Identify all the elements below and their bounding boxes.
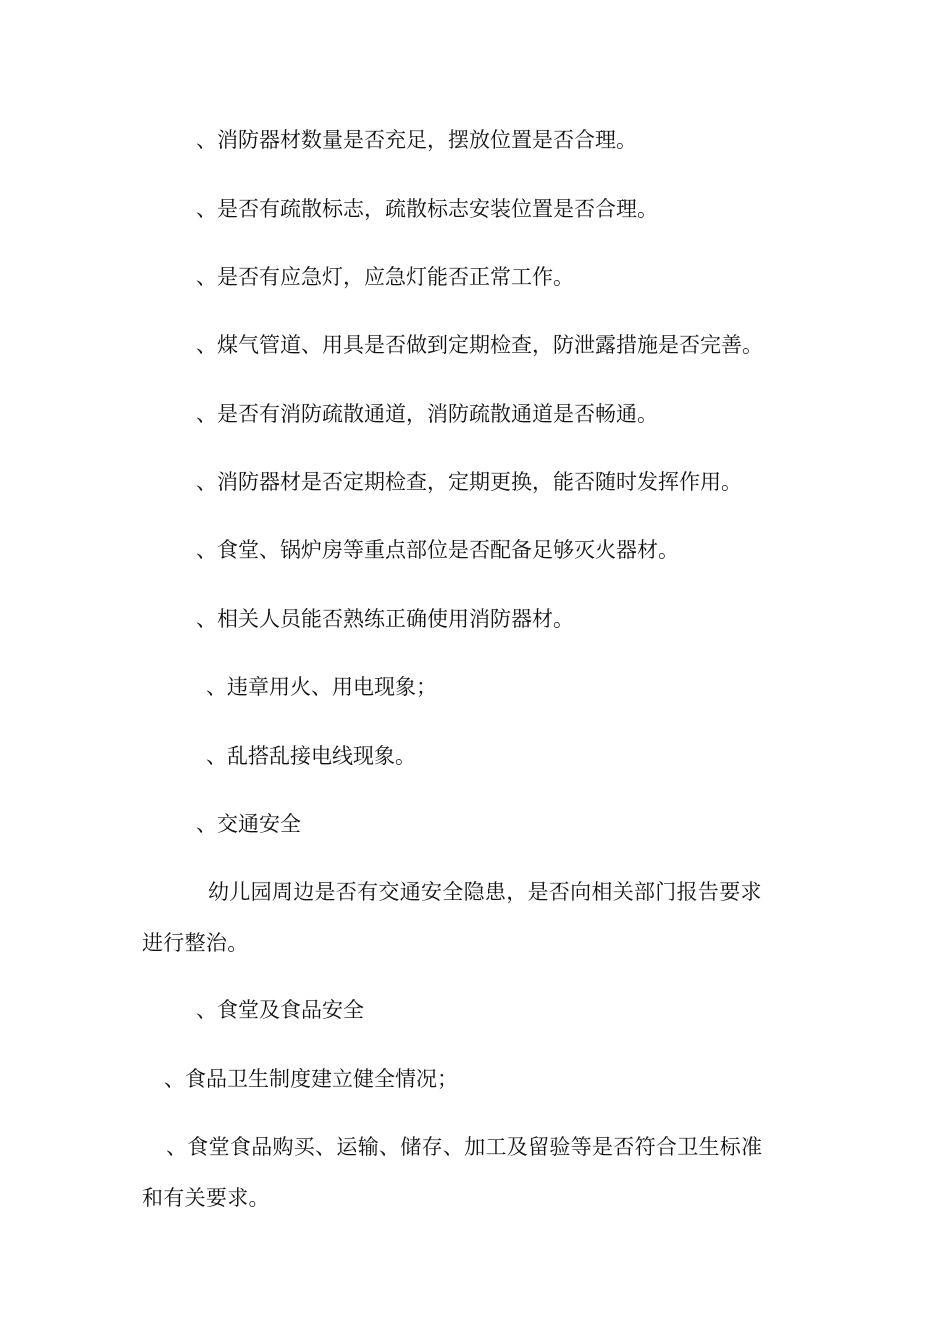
section-heading-food: 、食堂及食品安全 — [196, 998, 364, 1022]
text-line-7: 、食堂、锅炉房等重点部位是否配备足够灭火器材。 — [196, 538, 679, 562]
text-line-1: 、消防器材数量是否充足，摆放位置是否合理。 — [196, 128, 637, 152]
food-item-1: 、食品卫生制度建立健全情况； — [164, 1067, 458, 1091]
text-line-2: 、是否有疏散标志，疏散标志安装位置是否合理。 — [196, 197, 658, 221]
traffic-paragraph — [142, 878, 802, 957]
text-line-4: 、煤气管道、用具是否做到定期检查，防泄露措施是否完善。 — [196, 333, 763, 357]
traffic-paragraph-line-2: 进行整治。 — [142, 931, 249, 955]
text-line-10: 、乱搭乱接电线现象。 — [206, 744, 416, 768]
text-line-3: 、是否有应急灯，应急灯能否正常工作。 — [196, 265, 574, 289]
food-item-2 — [142, 1133, 802, 1212]
text-line-9: 、违章用火、用电现象； — [206, 675, 437, 699]
food-item-2-line-2: 和有关要求。 — [142, 1186, 270, 1210]
food-item-2-line-1: 、食堂食品购买、运输、储存、加工及留验等是否符合卫生标准 — [166, 1135, 763, 1159]
text-line-6: 、消防器材是否定期检查，定期更换，能否随时发挥作用。 — [196, 470, 742, 494]
text-line-5: 、是否有消防疏散通道，消防疏散通道是否畅通。 — [196, 402, 658, 426]
traffic-paragraph-line-1: 幼儿园周边是否有交通安全隐患，是否向相关部门报告要求 — [208, 880, 762, 904]
text-line-8: 、相关人员能否熟练正确使用消防器材。 — [196, 607, 574, 631]
section-heading-traffic: 、交通安全 — [196, 812, 301, 836]
